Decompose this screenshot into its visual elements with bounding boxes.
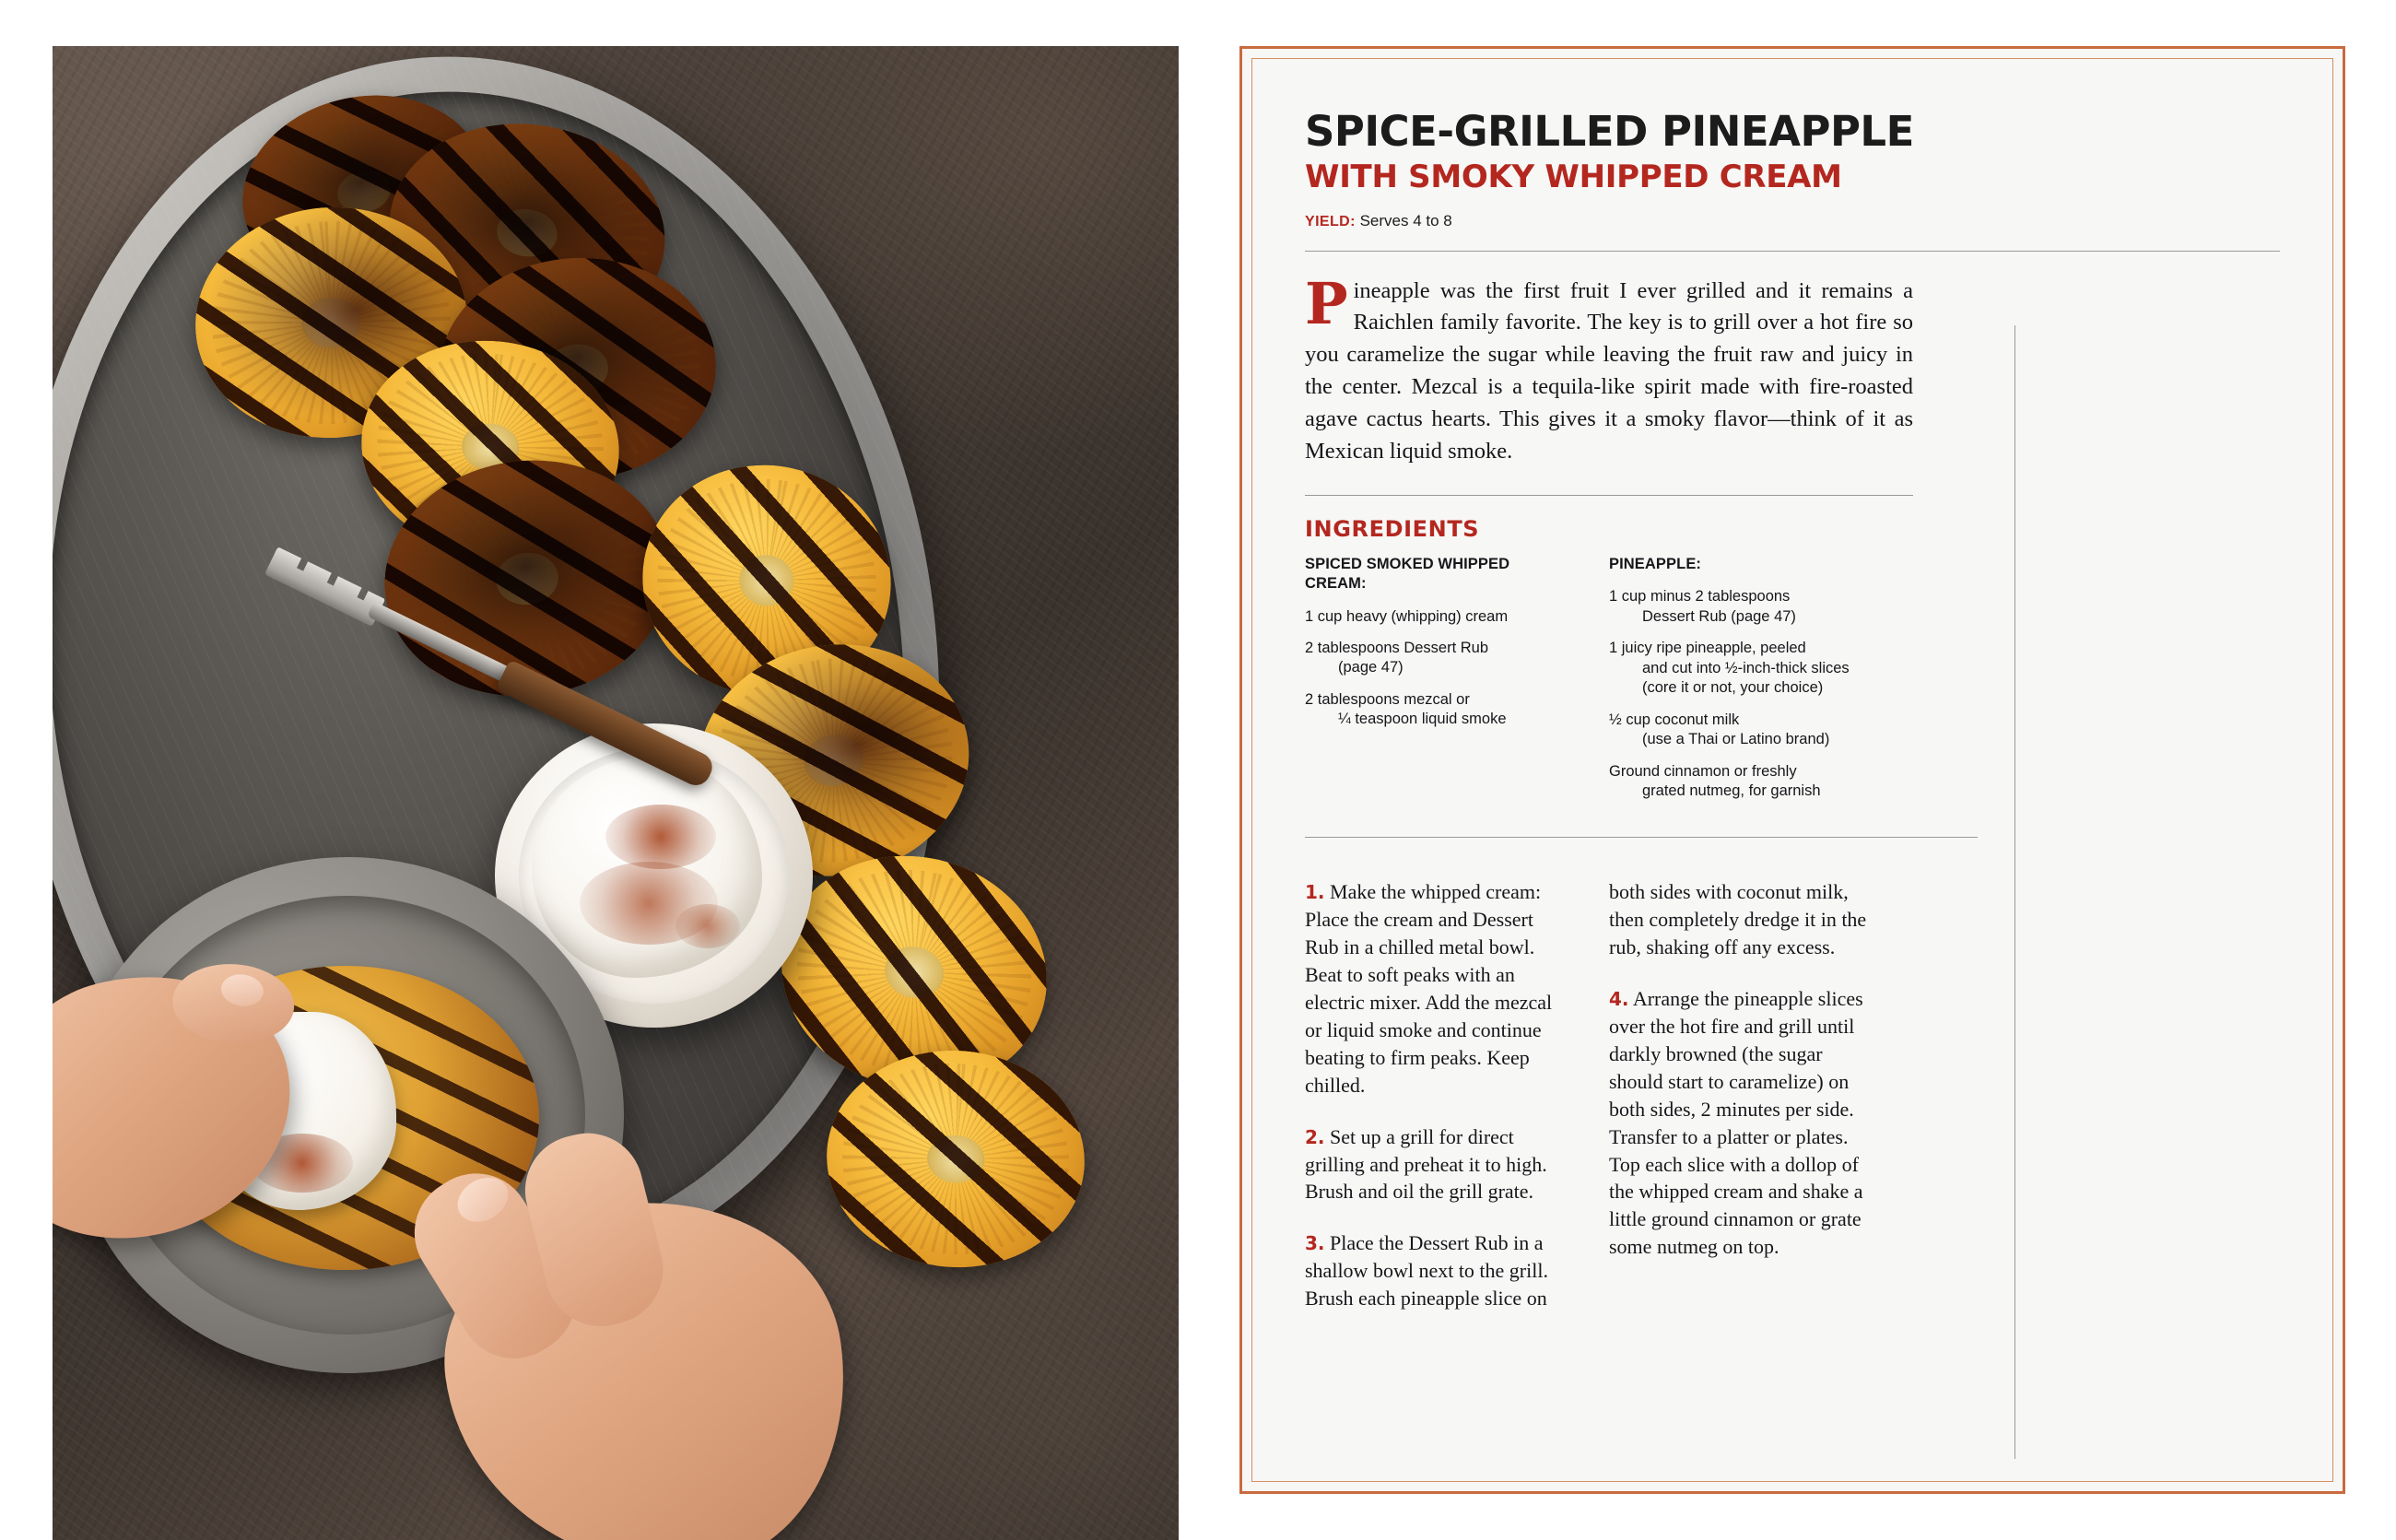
cinnamon-dusting xyxy=(605,805,716,869)
ingredient-subhead: SPICED SMOKED WHIPPED CREAM: xyxy=(1305,556,1510,593)
step-text: Arrange the pineapple slices over the hot fire and grill until darkly browned (the sugar should start to caramelize) on both sides, 2 minutes per side. Transfer to a platter or plates. Top each slice with a dollop of the whipped cream and shake a little ground cinnamon or grate some nutmeg on top. xyxy=(1609,987,1863,1259)
drop-cap: P xyxy=(1305,269,1348,337)
ingredient-text-cont: (page 47) xyxy=(1338,659,1404,676)
yield-value: Serves 4 to 8 xyxy=(1359,211,1452,229)
cinnamon-dusting xyxy=(675,904,740,948)
ingredients-heading: INGREDIENTS xyxy=(1305,516,1480,543)
ingredient-group-cream xyxy=(1305,555,1565,813)
instruction-step xyxy=(1305,878,1565,1099)
ingredient-item xyxy=(1609,762,1869,802)
ingredient-text: 1 juicy ripe pineapple, peeled xyxy=(1609,640,1806,657)
ingredient-text: ½ cup coconut milk xyxy=(1609,711,1740,728)
ingredient-text: 1 cup heavy (whipping) cream xyxy=(1305,607,1509,625)
ingredient-text-cont: Dessert Rub (page 47) xyxy=(1642,607,1796,625)
ingredient-item xyxy=(1305,639,1565,678)
yield-label: YIELD: xyxy=(1305,213,1356,229)
yield-line xyxy=(1305,212,2280,230)
ingredient-text-cont: grated nutmeg, for garnish xyxy=(1642,782,1821,799)
step-number: 4. xyxy=(1609,988,1629,1011)
ingredient-text: 1 cup minus 2 tablespoons xyxy=(1609,588,1791,605)
ingredient-text: Ground cinnamon or freshly xyxy=(1609,762,1797,780)
instruction-step-continuation xyxy=(1609,878,1869,961)
ingredient-subhead: PINEAPPLE: xyxy=(1609,556,1702,573)
ingredient-text-cont: and cut into ½-inch-thick slices (core it or not, your choice) xyxy=(1642,659,1850,697)
instructions-column-left xyxy=(1305,858,1565,1336)
grilled-pineapple-photo xyxy=(53,46,1179,1540)
step-number: 1. xyxy=(1305,881,1325,904)
step-text: Make the whipped cream: Place the cream and Dessert Rub in a chilled metal bowl. Beat to soft peaks with an electric mixer. Add the mezcal or liquid smoke and continue beating to firm peaks. Keep chilled. xyxy=(1305,880,1553,1097)
ingredient-text: 2 tablespoons mezcal or xyxy=(1305,690,1470,708)
intro-section xyxy=(1305,269,2280,468)
page-border-outer xyxy=(1239,46,2345,1494)
ingredient-text-cont: (use a Thai or Latino brand) xyxy=(1642,731,1830,748)
ingredients-columns xyxy=(1305,555,1978,813)
recipe-subtitle: WITH SMOKY WHIPPED CREAM xyxy=(1305,159,1842,196)
ingredient-text-cont: ¼ teaspoon liquid smoke xyxy=(1338,711,1507,728)
instructions xyxy=(1305,858,1978,1336)
instructions-column-right xyxy=(1609,858,1869,1336)
ingredient-text: 2 tablespoons Dessert Rub xyxy=(1305,639,1489,656)
divider-ingredients xyxy=(1305,495,1913,496)
intro-paragraph xyxy=(1305,269,1913,468)
recipe-page xyxy=(1198,0,2396,1540)
instruction-step xyxy=(1609,985,1869,1261)
recipe-title: SPICE-GRILLED PINEAPPLE xyxy=(1305,107,1914,156)
step-number: 3. xyxy=(1305,1232,1325,1255)
step-text: both sides with coconut milk, then completely dredge it in the rub, shaking off any excess. xyxy=(1609,880,1867,959)
instruction-step xyxy=(1305,1229,1565,1312)
ingredient-group-pineapple xyxy=(1609,555,1869,813)
ingredient-item xyxy=(1305,607,1565,627)
ingredient-item xyxy=(1609,711,1869,750)
divider-steps xyxy=(1305,837,1978,838)
vertical-divider xyxy=(2014,325,2015,1459)
divider-top xyxy=(1305,251,2280,252)
instruction-step xyxy=(1305,1123,1565,1206)
step-number: 2. xyxy=(1305,1125,1325,1148)
ingredient-item xyxy=(1609,639,1869,698)
ingredient-item xyxy=(1305,690,1565,730)
step-text: Set up a grill for direct grilling and preheat it to high. Brush and oil the grill grate. xyxy=(1305,1124,1547,1204)
intro-text: ineapple was the first fruit I ever grilled and it remains a Raichlen family favorite. The key is to grill over a hot fire so you caramelize the sugar while leaving the fruit raw and juicy in the center. Mezcal is a tequila-like spirit made with fire-roasted agave cactus hearts. This gives it a smoky flavor—think of it as Mexican liquid smoke. xyxy=(1305,277,1913,464)
ingredient-item xyxy=(1609,587,1869,627)
recipe-content xyxy=(1251,58,2333,1482)
step-text: Place the Dessert Rub in a shallow bowl next to the grill. Brush each pineapple slice on xyxy=(1305,1231,1548,1311)
